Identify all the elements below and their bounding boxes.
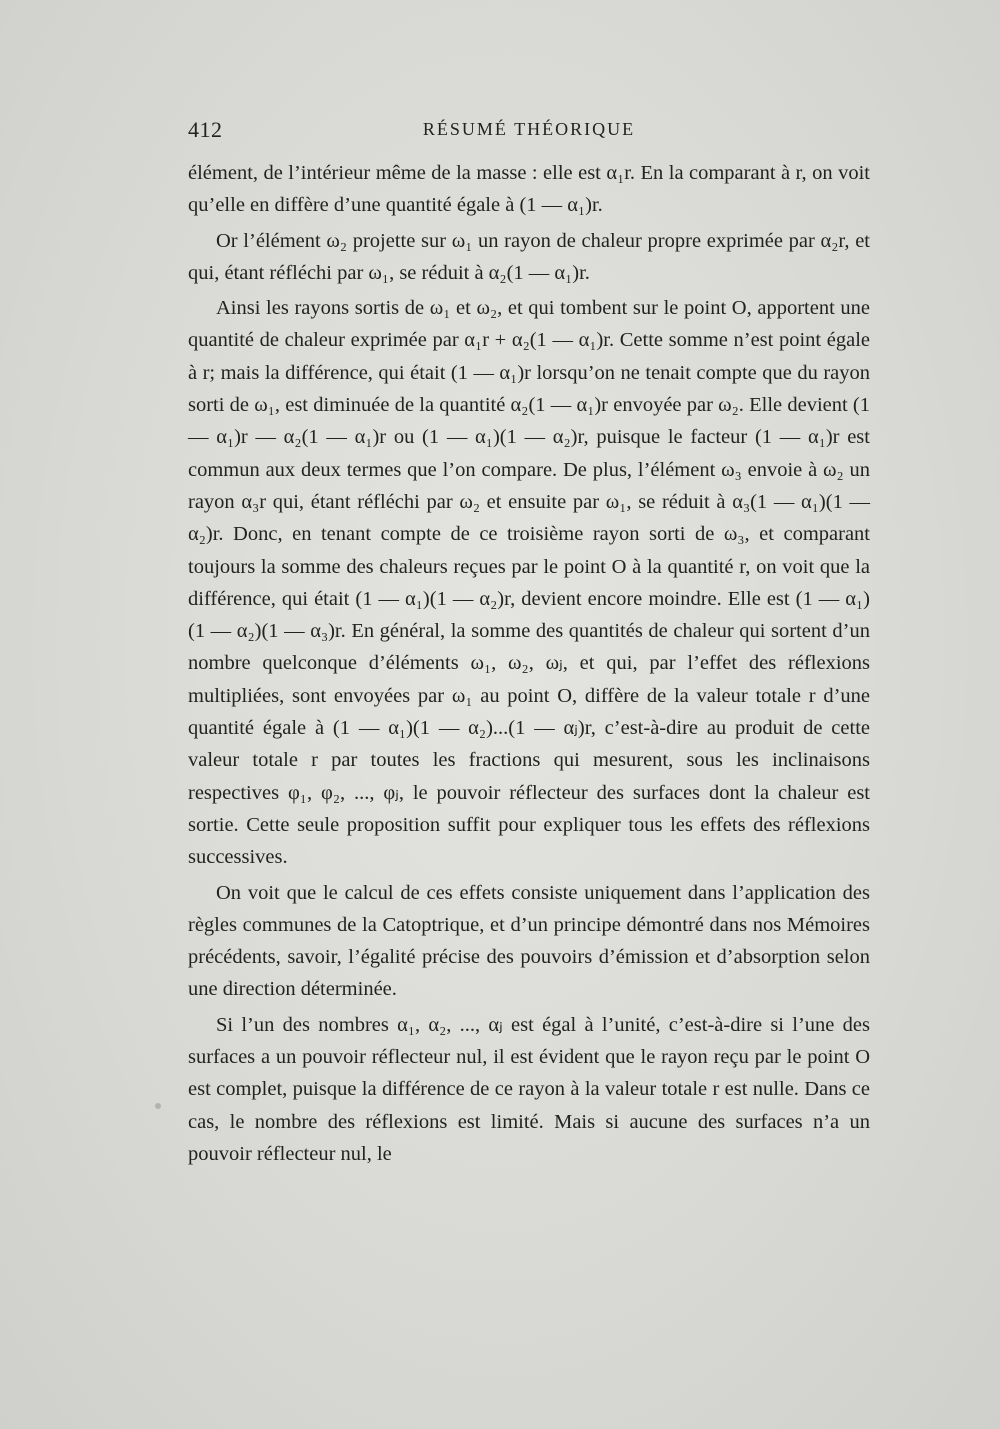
running-title: RÉSUMÉ THÉORIQUE	[422, 119, 636, 139]
page-number: 412	[188, 117, 223, 142]
paragraph-1: élément, de l’intérieur même de la masse : elle est α₁r. En la comparant à r, on voit qu’elle en diffère d’une quantité égale à (1 — α₁)r.	[188, 162, 870, 217]
paragraph-2: Or l’élément ω₂ projette sur ω₁ un rayon de chaleur propre exprimée par α₂r, et qui, étant réfléchi par ω₁, se réduit à α₂(1 — α₁)r.	[188, 229, 870, 284]
paper-spot	[155, 1103, 161, 1109]
page-header	[188, 117, 870, 147]
paragraph-4: On voit que le calcul de ces effets consiste uniquement dans l’application des règles communes de la Catoptrique, et d’un principe démontré dans nos Mémoires précédents, savoir, l’égalité précise des pouvoirs d’émission et d’absorption selon une direction déterminée.	[188, 881, 870, 1001]
body-text	[188, 157, 870, 1170]
paragraph-5: Si l’un des nombres α₁, α₂, ..., αⱼ est égal à l’unité, c’est-à-dire si l’une des surfaces a un pouvoir réflecteur nul, il est évident que le rayon reçu par le point O est complet, puisque la différence de ce rayon à la valeur totale r est nulle. Dans ce cas, le nombre des réflexions est limité. Mais si aucune des surfaces n’a un pouvoir réflecteur nul, le	[188, 1013, 870, 1165]
paragraph-3: Ainsi les rayons sortis de ω₁ et ω₂, et qui tombent sur le point O, apportent une quantité de chaleur exprimée par α₁r + α₂(1 — α₁)r. Cette somme n’est point égale à r; mais la différence, qui était (1 — α₁)r lorsqu’on ne tenait compte que du rayon sorti de ω₁, est diminuée de la quantité α₂(1 — α₁)r envoyée par ω₂. Elle devient (1 — α₁)r — α₂(1 — α₁)r ou (1 — α₁)(1 — α₂)r, puisque le facteur (1 — α₁)r est commun aux deux termes que l’on compare. De plus, l’élément ω₃ envoie à ω₂ un rayon α₃r qui, étant réfléchi par ω₂ et ensuite par ω₁, se réduit à α₃(1 — α₁)(1 — α₂)r. Donc, en tenant compte de ce troisième rayon sorti de ω₃, et comparant toujours la somme des chaleurs reçues par le point O à la quantité r, on voit que la différence, qui était (1 — α₁)(1 — α₂)r, devient encore moindre. Elle est (1 — α₁)(1 — α₂)(1 — α₃)r. En général, la somme des quantités de chaleur qui sortent d’un nombre quelconque d’éléments ω₁, ω₂, ωⱼ, et qui, par l’effet des réflexions multipliées, sont envoyées par ω₁ au point O, diffère de la valeur totale r d’une quantité égale à (1 — α₁)(1 — α₂)...(1 — αⱼ)r, c’est-à-dire au produit de cette valeur totale r par toutes les fractions qui mesurent, sous les inclinaisons respectives φ₁, φ₂, ..., φⱼ, le pouvoir réflecteur des surfaces dont la chaleur est sortie. Cette seule proposition suffit pour expliquer tous les effets des réflexions successives.	[188, 297, 870, 869]
